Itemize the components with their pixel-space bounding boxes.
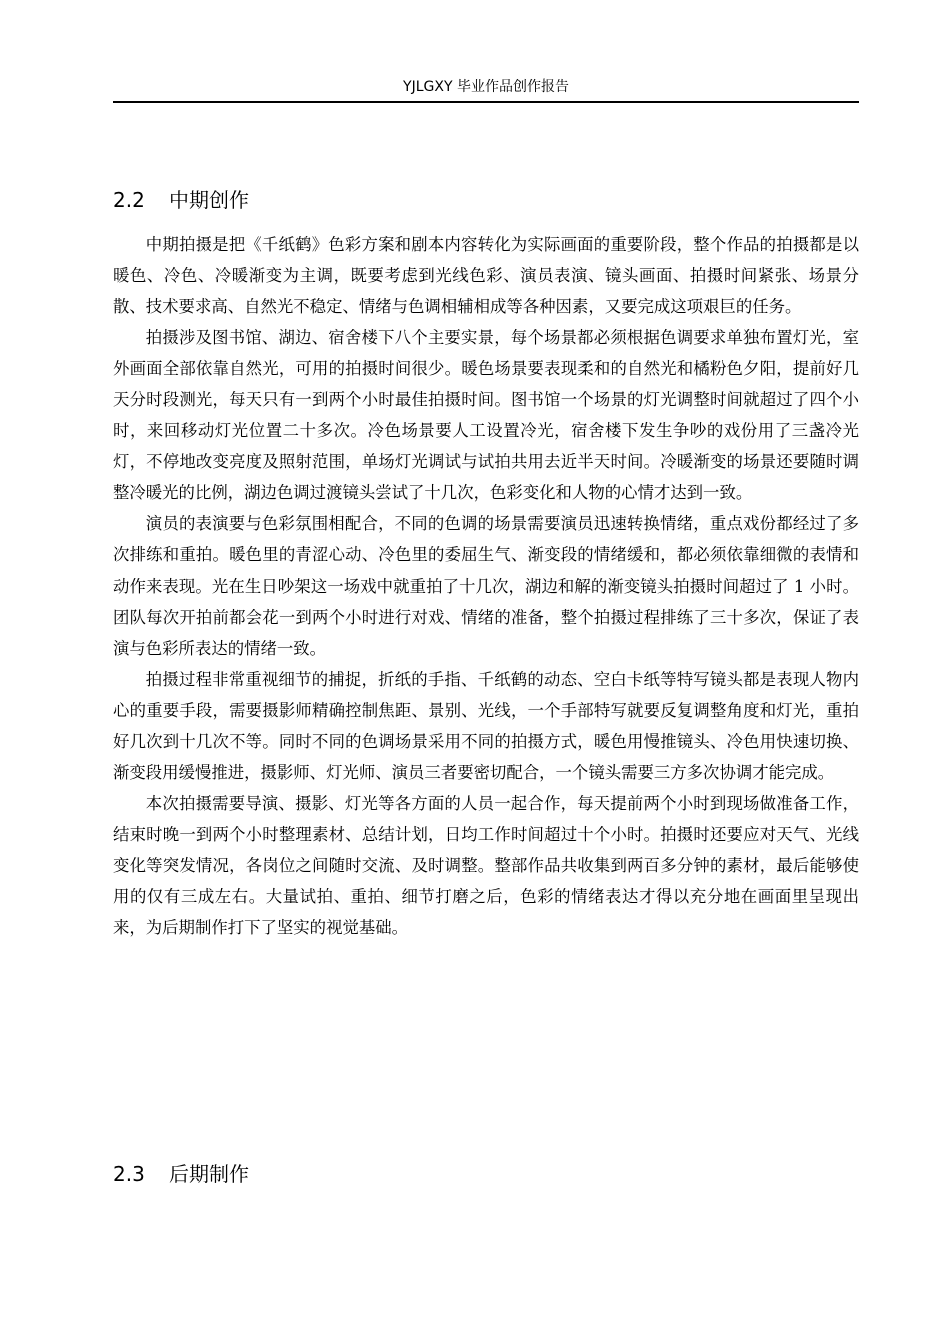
paragraph: 拍摄过程非常重视细节的捕捉，折纸的手指、千纸鹤的动态、空白卡纸等特写镜头都是表现人物内心的重要手段，需要摄影师精确控制焦距、景别、光线，一个手部特写就要反复调整角度和灯光，重拍好几次到十几次不等。同时不同的色调场景采用不同的拍摄方式，暖色用慢推镜头、冷色用快速切换、渐变段用缓慢推进，摄影师、灯光师、演员三者要密切配合，一个镜头需要三方多次协调才能完成。 [113,669,859,782]
running-header [113,76,859,103]
section-heading-2-2 [113,186,249,214]
section-title: 后期制作 [169,1162,249,1186]
section-title: 中期创作 [169,188,249,212]
section-heading-2-3 [113,1160,249,1188]
section-number: 2.2 [113,188,145,212]
paragraph: 中期拍摄是把《千纸鹤》色彩方案和剧本内容转化为实际画面的重要阶段，整个作品的拍摄都是以暖色、冷色、冷暖渐变为主调，既要考虑到光线色彩、演员表演、镜头画面、拍摄时间紧张、场景分散、技术要求高、自然光不稳定、情绪与色调相辅相成等各种因素，又要完成这项艰巨的任务。 [113,235,859,317]
paragraph: 拍摄涉及图书馆、湖边、宿舍楼下八个主要实景，每个场景都必须根据色调要求单独布置灯光，室外画面全部依靠自然光，可用的拍摄时间很少。暖色场景要表现柔和的自然光和橘粉色夕阳，提前好几天分时段测光，每天只有一到两个小时最佳拍摄时间。图书馆一个场景的灯光调整时间就超过了四个小时，来回移动灯光位置二十多次。冷色场景要人工设置冷光，宿舍楼下发生争吵的戏份用了三盏冷光灯，不停地改变亮度及照射范围，单场灯光调试与试拍共用去近半天时间。冷暖渐变的场景还要随时调整冷暖光的比例，湖边色调过渡镜头尝试了十几次，色彩变化和人物的心情才达到一致。 [113,328,859,503]
paragraph: 演员的表演要与色彩氛围相配合，不同的色调的场景需要演员迅速转换情绪，重点戏份都经过了多次排练和重拍。暖色里的青涩心动、冷色里的委屈生气、渐变段的情绪缓和，都必须依靠细微的表情和动作来表现。光在生日吵架这一场戏中就重拍了十几次，湖边和解的渐变镜头拍摄时间超过了 1 小时。团队每次开拍前都会花一到两个小时进行对戏、情绪的准备，整个拍摄过程排练了三十多次，保证了表演与色彩所表达的情绪一致。 [113,514,859,658]
section-number: 2.3 [113,1162,145,1186]
running-header-title: YJLGXY 毕业作品创作报告 [403,79,569,95]
section-2-2-body [113,229,859,943]
paragraph: 本次拍摄需要导演、摄影、灯光等各方面的人员一起合作，每天提前两个小时到现场做准备工作，结束时晚一到两个小时整理素材、总结计划，日均工作时间超过十个小时。拍摄时还要应对天气、光线变化等突发情况，各岗位之间随时交流、及时调整。整部作品共收集到两百多分钟的素材，最后能够使用的仅有三成左右。大量试拍、重拍、细节打磨之后，色彩的情绪表达才得以充分地在画面里呈现出来，为后期制作打下了坚实的视觉基础。 [113,793,859,938]
